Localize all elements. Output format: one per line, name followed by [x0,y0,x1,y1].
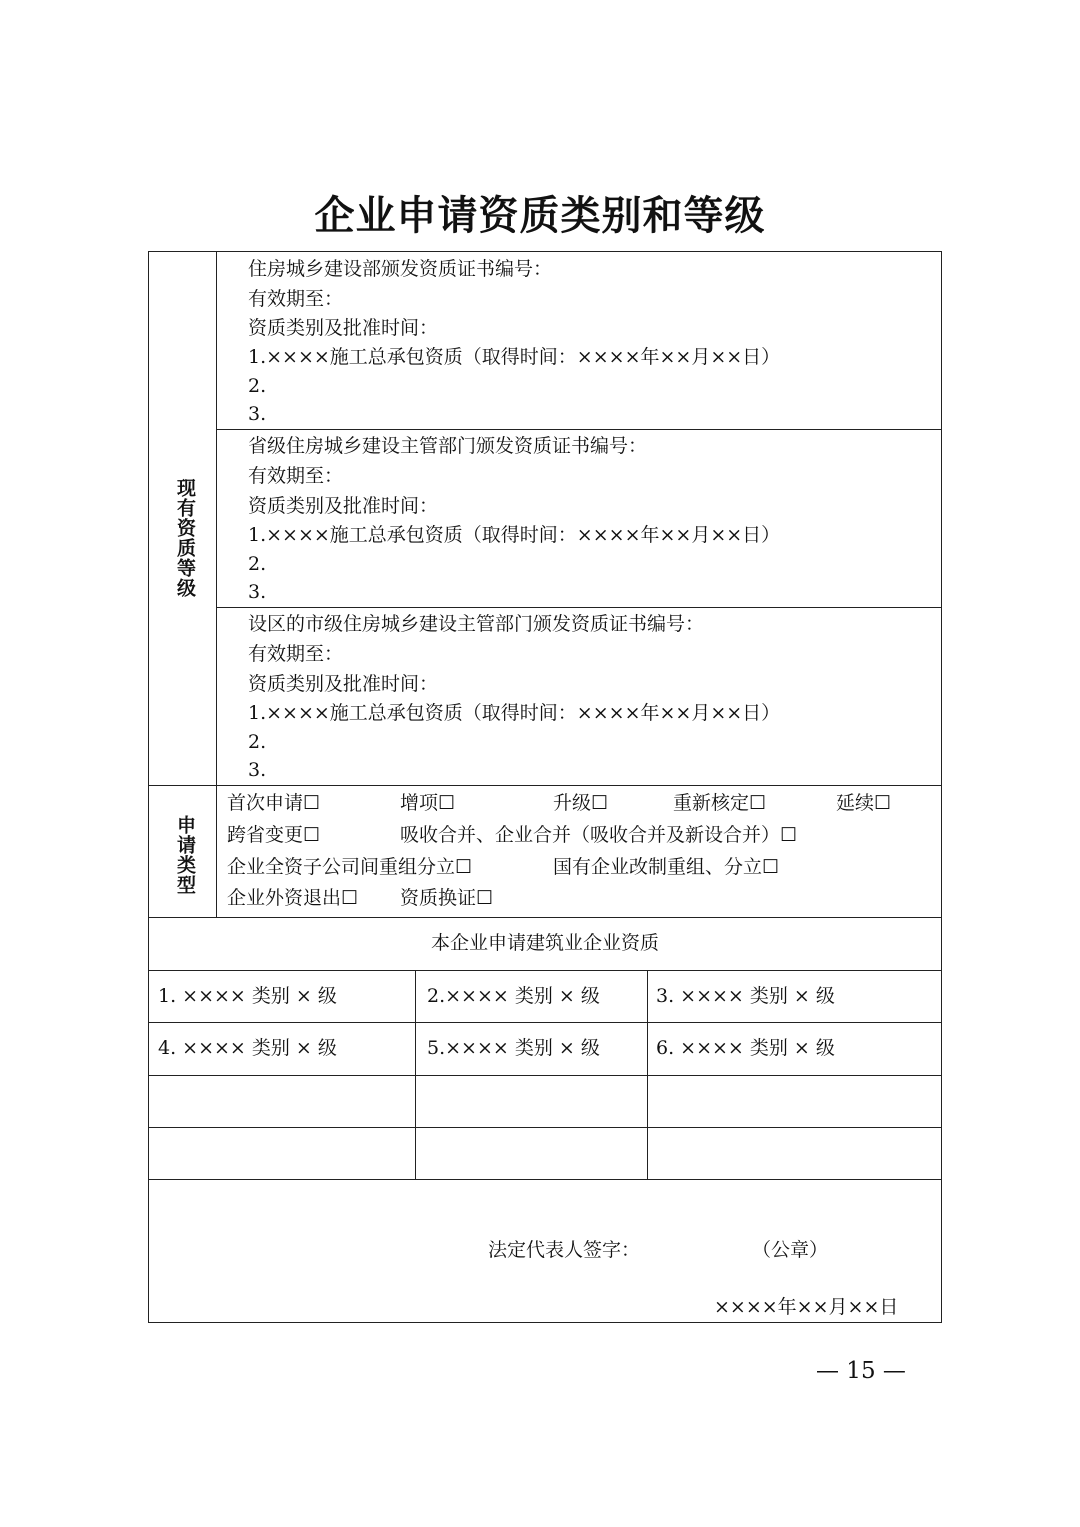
divider-requested-header [148,970,942,971]
option-subsidiary-reorganization[interactable]: 企业全资子公司间重组分立☐ [227,856,473,878]
category-approval-line: 资质类别及批准时间： [248,673,439,695]
qualification-item-2: 2. [248,553,267,575]
requested-cell-5: 5.×××× 类别 × 级 [427,1037,600,1059]
legal-representative-signature: 法定代表人签字： [488,1239,641,1261]
qualification-item-2: 2. [248,731,267,753]
valid-until-line: 有效期至： [248,643,344,665]
divider-requested-row-3 [148,1127,942,1128]
option-add-item[interactable]: 增项☐ [400,792,456,814]
requested-cell-2: 2.×××× 类别 × 级 [427,985,600,1007]
divider-requested-row-1 [148,1022,942,1023]
option-certificate-replacement[interactable]: 资质换证☐ [400,887,494,909]
divider-existing-block-2 [216,607,942,608]
application-type-label: 申请类型 [174,815,196,895]
divider-requested-row-2 [148,1075,942,1076]
divider-requested-row-4 [148,1179,942,1180]
qualification-item-3: 3. [248,403,267,425]
requested-cell-6: 6. ×××× 类别 × 级 [656,1037,835,1059]
page-title: 企业申请资质类别和等级 [314,193,766,239]
qualification-item-2: 2. [248,375,267,397]
category-approval-line: 资质类别及批准时间： [248,495,439,517]
label-column-divider [216,251,217,917]
requested-grid-col-2 [647,970,648,1179]
signature-date: ××××年××月××日 [714,1296,899,1318]
option-reassessment[interactable]: 重新核定☐ [673,792,767,814]
existing-qualification-label: 现有资质等级 [174,478,196,598]
option-first-application[interactable]: 首次申请☐ [227,792,321,814]
option-cross-province-change[interactable]: 跨省变更☐ [227,824,321,846]
issuer-ministry-line: 住房城乡建设部颁发资质证书编号： [248,258,553,280]
qualification-item-3: 3. [248,581,267,603]
requested-cell-1: 1. ×××× 类别 × 级 [158,985,337,1007]
requested-cell-4: 4. ×××× 类别 × 级 [158,1037,337,1059]
option-merger[interactable]: 吸收合并、企业合并（吸收合并及新设合并）☐ [400,824,798,846]
official-seal: （公章） [752,1239,829,1261]
option-renewal[interactable]: 延续☐ [836,792,892,814]
issuer-municipal-line: 设区的市级住房城乡建设主管部门颁发资质证书编号： [248,613,705,635]
qualification-item-3: 3. [248,759,267,781]
divider-existing-end [148,785,942,786]
category-approval-line: 资质类别及批准时间： [248,317,439,339]
qualification-item-1: 1.××××施工总承包资质（取得时间：××××年××月××日） [248,524,781,546]
option-upgrade[interactable]: 升级☐ [553,792,609,814]
option-foreign-capital-exit[interactable]: 企业外资退出☐ [227,887,359,909]
issuer-provincial-line: 省级住房城乡建设主管部门颁发资质证书编号： [248,435,648,457]
qualification-item-1: 1.××××施工总承包资质（取得时间：××××年××月××日） [248,702,781,724]
requested-qualification-header: 本企业申请建筑业企业资质 [430,932,659,954]
valid-until-line: 有效期至： [248,465,344,487]
requested-cell-3: 3. ×××× 类别 × 级 [656,985,835,1007]
qualification-item-1: 1.××××施工总承包资质（取得时间：××××年××月××日） [248,346,781,368]
page-number: — 15 — [816,1358,906,1384]
valid-until-line: 有效期至： [248,288,344,310]
option-state-enterprise-restructuring[interactable]: 国有企业改制重组、分立☐ [553,856,780,878]
form-table [148,251,942,1323]
divider-existing-block-1 [216,429,942,430]
divider-application-end [148,917,942,918]
requested-grid-col-1 [415,970,416,1179]
